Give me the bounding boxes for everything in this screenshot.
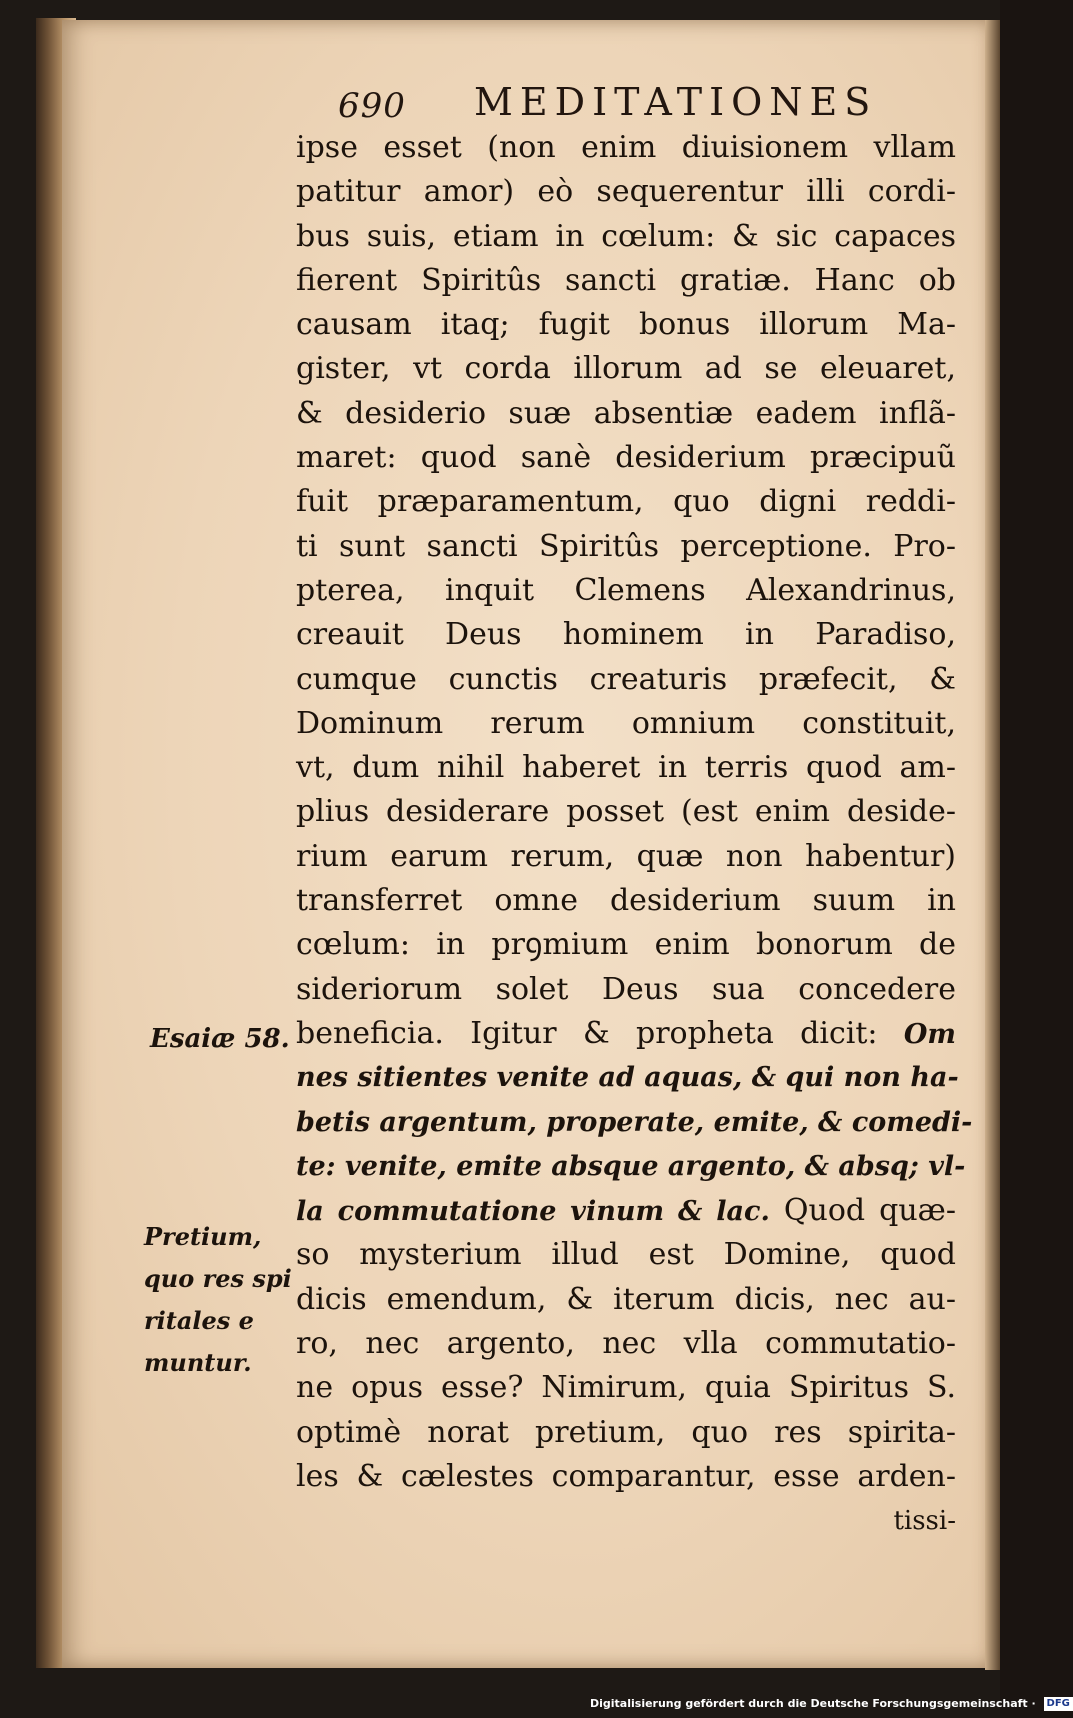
text-line: vt, dum nihil haberet in terris quod am- <box>296 750 956 786</box>
text-line: dicis emendum, & iterum dicis, nec au- <box>296 1281 956 1317</box>
text-line: bus suis, etiam in cœlum: & sic capaces <box>296 218 956 254</box>
text-line: gister, vt corda illorum ad se eleuaret, <box>296 351 956 387</box>
text-line-mixed <box>296 1012 956 1056</box>
text-line: ne opus esse? Nimirum, quia Spiritus S. <box>296 1370 956 1406</box>
catchword: tissi- <box>893 1506 956 1537</box>
digitization-footer <box>590 1694 1073 1714</box>
marginal-note-esaiae: Esaiæ 58. <box>150 1024 290 1054</box>
text-line: sideriorum solet Deus sua concedere <box>296 971 956 1007</box>
running-title: MEDITATIONES <box>474 80 878 124</box>
text-line: so mysterium illud est Domine, quod <box>296 1237 956 1273</box>
page-number: 690 <box>338 86 406 126</box>
scripture-quote-line: betis argentum, properate, emite, & comedi- <box>296 1106 973 1138</box>
italic-segment: Om <box>903 1018 956 1050</box>
marginal-line: Pretium, <box>144 1222 262 1251</box>
roman-segment: beneficia. Igitur & propheta dicit: <box>296 1015 904 1051</box>
text-line: les & cælestes comparantur, esse arden- <box>296 1458 956 1494</box>
text-line: causam itaq; fugit bonus illorum Ma- <box>296 307 956 343</box>
italic-segment: la commutatione vinum & lac. <box>296 1196 770 1228</box>
text-line: optimè norat pretium, quo res spirita- <box>296 1414 956 1450</box>
text-line: plius desiderare posset (est enim deside- <box>296 794 956 830</box>
text-line: pterea, inquit Clemens Alexandrinus, <box>296 572 956 608</box>
roman-segment: Quod quæ- <box>769 1193 956 1229</box>
main-text-block <box>296 126 973 1544</box>
text-line: maret: quod sanè desiderium præcipuũ <box>296 440 956 476</box>
text-line: ipse esset (non enim diuisionem vllam <box>296 130 956 165</box>
text-line: fierent Spiritûs sancti gratiæ. Hanc ob <box>296 262 956 298</box>
marginal-line: quo res spi <box>144 1264 292 1293</box>
marginal-line: ritales e <box>144 1306 254 1335</box>
marginal-line: muntur. <box>144 1348 252 1377</box>
text-line: cumque cunctis creaturis præfecit, & <box>296 661 956 697</box>
text-line: ti sunt sancti Spiritûs perceptione. Pro- <box>296 528 956 564</box>
text-line: patitur amor) eò sequerentur illi cordi- <box>296 174 956 210</box>
footer-text: Digitalisierung gefördert durch die Deutsche Forschungsgemeinschaft · <box>590 1697 1036 1710</box>
text-line-mixed <box>296 1189 956 1233</box>
scripture-quote-line: te: venite, emite absque argento, & absq; vl- <box>296 1150 966 1182</box>
text-line: fuit præparamentum, quo digni reddi- <box>296 484 956 520</box>
text-line: ro, nec argento, nec vlla commutatio- <box>296 1326 956 1362</box>
text-line: transferret omne desiderium suum in <box>296 883 956 919</box>
text-line: rium earum rerum, quæ non habentur) <box>296 838 956 874</box>
text-line: creauit Deus hominem in Paradiso, <box>296 617 956 653</box>
text-line: Dominum rerum omnium constituit, <box>296 705 956 741</box>
text-line: & desiderio suæ absentiæ eadem inflã- <box>296 395 956 431</box>
page-right-edge <box>985 20 1000 1670</box>
marginal-note-pretium <box>144 1216 294 1384</box>
text-line: cœlum: in prꝯmium enim bonorum de <box>296 927 956 963</box>
scripture-quote-line: nes sitientes venite ad aquas, & qui non ha- <box>296 1062 959 1094</box>
dfg-logo-icon: DFG <box>1044 1697 1073 1711</box>
